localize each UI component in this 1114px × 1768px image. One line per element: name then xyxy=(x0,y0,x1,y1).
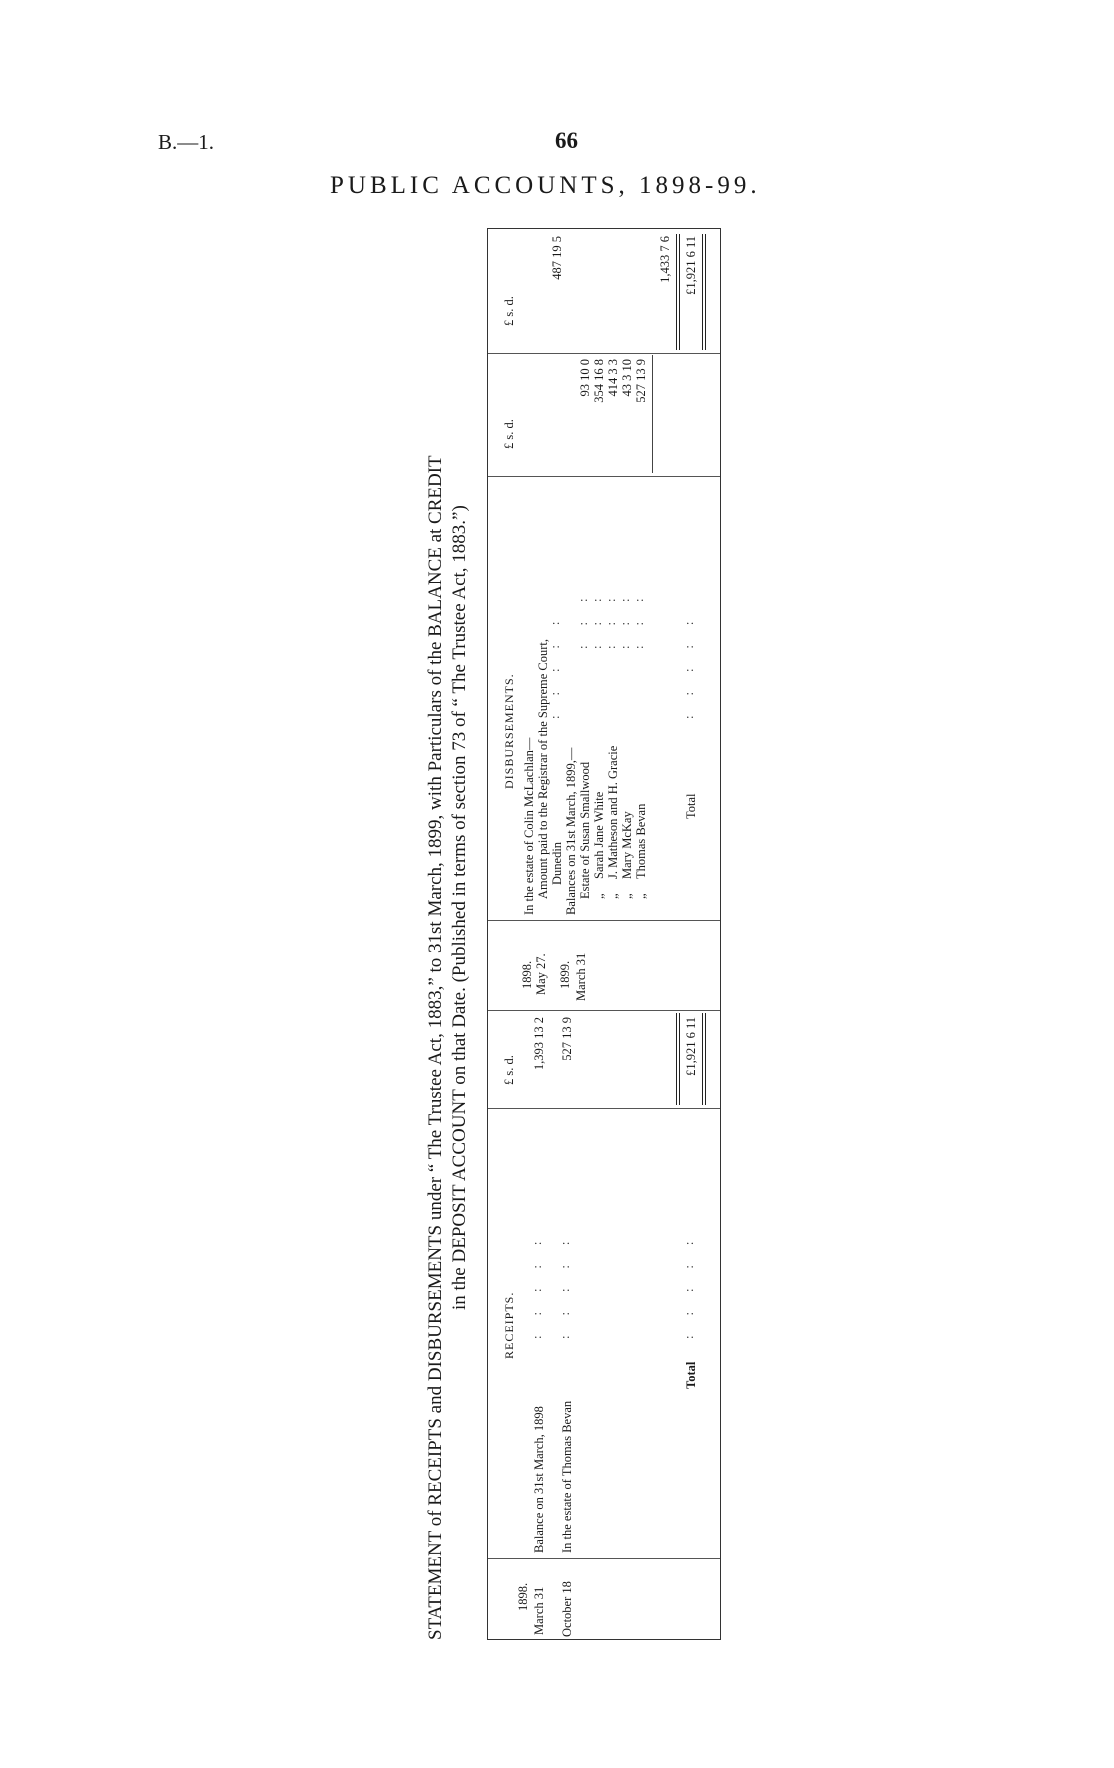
disbursement-date: March 31 xyxy=(574,952,588,1001)
balance-name: Sarah Jane White xyxy=(592,791,606,879)
disbursement-line: In the estate of Colin McLachlan— xyxy=(522,737,536,915)
statement-caption-line2: in the DEPOSIT ACCOUNT on that Date. (Published in terms of section 73 of “ The Trustee Act, 1883.”) xyxy=(449,505,470,1310)
leader-dots: ::::: xyxy=(548,601,562,719)
disbursement-line: Balances on 31st March, 1899,— xyxy=(564,747,578,915)
receipts-total-label: Total xyxy=(684,1361,698,1389)
leader-dots: ::: xyxy=(618,578,632,649)
disbursement-year: 1899. xyxy=(558,960,572,989)
receipt-year: 1898. xyxy=(516,1582,530,1611)
disbursements-heading: DISBURSEMENTS. xyxy=(502,673,516,789)
receipts-currency-header: £ s. d. xyxy=(502,1055,516,1085)
disbursement-line: Estate of Susan Smallwood xyxy=(578,761,592,899)
receipt-amount: 1,393 13 2 xyxy=(532,1017,546,1071)
receipt-date: March 31 xyxy=(532,1586,546,1635)
disbursement-line: Dunedin xyxy=(550,841,564,885)
page-number: 66 xyxy=(555,128,578,153)
ditto-mark: „ xyxy=(606,893,620,899)
page-title: PUBLIC ACCOUNTS, 1898-99. xyxy=(330,172,761,199)
disbursements-currency-header-1: £ s. d. xyxy=(502,419,516,449)
leader-dots: ::::: xyxy=(558,1221,572,1339)
ditto-mark: „ xyxy=(592,893,606,899)
leader-dots: ::: xyxy=(590,578,604,649)
balance-name: Thomas Bevan xyxy=(634,803,648,879)
statement-caption-line1: STATEMENT of RECEIPTS and DISBURSEMENTS under “ The Trustee Act, 1883,” to 31st March, 1899, with Particulars of the BALANCE at CREDIT xyxy=(425,455,446,1640)
disbursements-total-label: Total xyxy=(684,793,698,819)
receipt-date: October 18 xyxy=(560,1581,574,1637)
disbursement-year: 1898. xyxy=(520,960,534,989)
balances-subtotal: 1,433 7 6 xyxy=(658,236,672,283)
accounts-table xyxy=(487,228,721,1640)
balance-amount: 43 3 10 xyxy=(620,359,634,397)
document-reference: B.—1. xyxy=(158,130,215,154)
leader-dots: ::: xyxy=(632,578,646,649)
receipt-amount: 527 13 9 xyxy=(560,1017,574,1061)
leader-dots: ::::: xyxy=(530,1221,544,1339)
disbursements-currency-header-2: £ s. d. xyxy=(502,296,516,326)
balance-amount: 354 16 8 xyxy=(592,359,606,403)
leader-dots: ::::: xyxy=(682,1221,696,1339)
receipt-description: In the estate of Thomas Bevan xyxy=(560,1400,574,1553)
receipts-heading: RECEIPTS. xyxy=(502,1291,516,1359)
disbursement-line: Amount paid to the Registrar of the Supreme Court, xyxy=(536,638,550,899)
ditto-mark: „ xyxy=(634,893,648,899)
disbursement-amount: 487 19 5 xyxy=(550,236,564,280)
leader-dots: ::::: xyxy=(682,601,696,719)
receipt-description: Balance on 31st March, 1898 xyxy=(532,1406,546,1553)
disbursements-total: £1,921 6 11 xyxy=(684,236,698,295)
receipts-total: £1,921 6 11 xyxy=(684,1017,698,1076)
balance-amount: 93 10 0 xyxy=(578,359,592,397)
leader-dots: ::: xyxy=(576,578,590,649)
balance-amount: 414 3 3 xyxy=(606,359,620,397)
leader-dots: ::: xyxy=(604,578,618,649)
disbursement-date: May 27. xyxy=(534,953,548,995)
balance-name: Mary McKay xyxy=(620,811,634,879)
ditto-mark: „ xyxy=(620,893,634,899)
balance-amount: 527 13 9 xyxy=(634,359,648,403)
rotated-statement xyxy=(425,220,725,1640)
balance-name: J. Matheson and H. Gracie xyxy=(606,745,620,879)
